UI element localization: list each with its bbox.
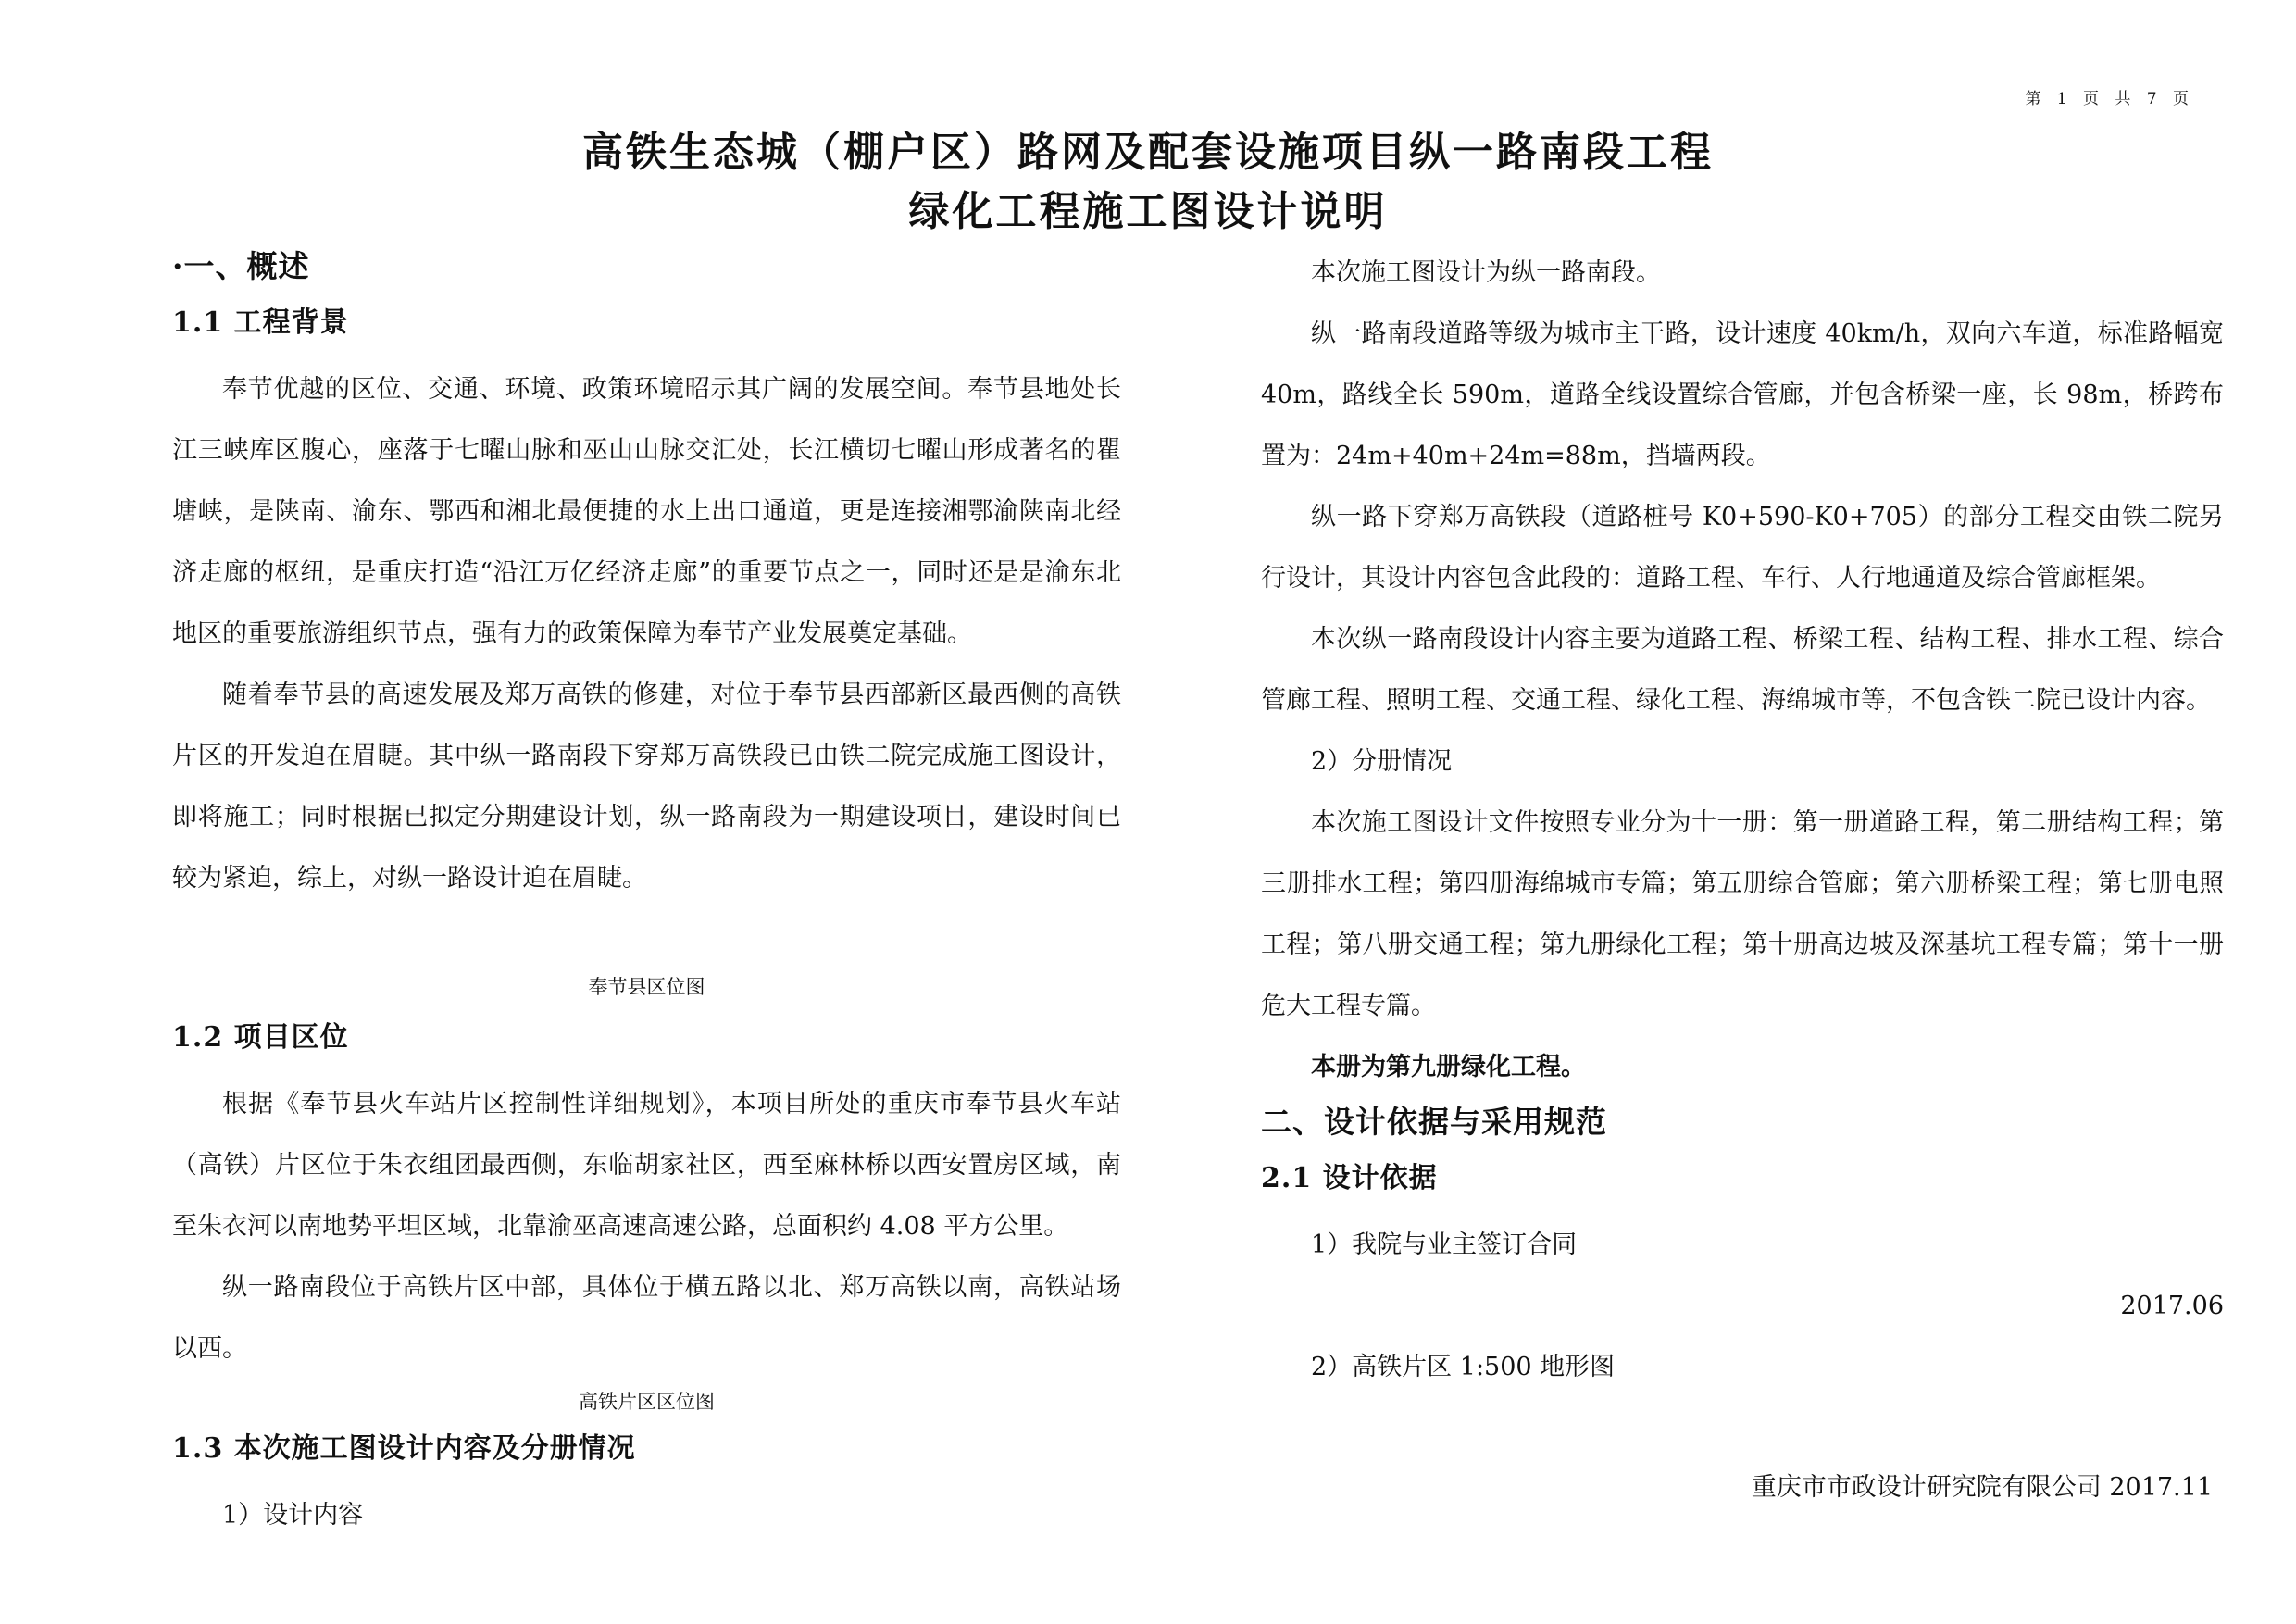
- underpass-paragraph: 纵一路下穿郑万高铁段（道路桩号 K0+590-K0+705）的部分工程交由铁二院另行设计，其设计内容包含此段的：道路工程、车行、人行地通道及综合管廊框架。: [1261, 503, 2224, 593]
- current-volume-note: 本册为第九册绿化工程。: [1311, 1053, 1586, 1081]
- background-paragraph-2: 随着奉节县的高速发展及郑万高铁的修建，对位于奉节县西部新区最西侧的高铁片区的开发迫在眉睫。其中纵一路南段下穿郑万高铁段已由铁二院完成施工图设计，即将施工；同时根据已拟定分期建设计划，纵一路南段为一期建设项目，建设时间已较为紧迫，综上，对纵一路设计迫在眉睫。: [172, 681, 1121, 893]
- figure-caption-hsr-area-location: 高铁片区区位图: [579, 1391, 715, 1413]
- basis-item-1: 1）我院与业主签订合同: [1311, 1230, 1578, 1259]
- background-paragraph-1: 奉节优越的区位、交通、环境、政策环境昭示其广阔的发展空间。奉节县地处长江三峡库区腹心，座落于七曜山脉和巫山山脉交汇处，长江横切七曜山形成著名的瞿塘峡，是陕南、渝东、鄂西和湘北最便捷的水上出口通道，更是连接湘鄂渝陕南北经济走廊的枢纽，是重庆打造“沿江万亿经济走廊”的重要节点之一，同时还是是渝东北地区的重要旅游组织节点，强有力的政策保障为奉节产业发展奠定基础。: [172, 375, 1121, 648]
- design-content-subheading: 1）设计内容: [222, 1501, 364, 1530]
- basis-item-1-date: 2017.06: [2120, 1292, 2224, 1320]
- figure-caption-fengjie-location: 奉节县区位图: [588, 976, 705, 998]
- road-grade-paragraph: 纵一路南段道路等级为城市主干路，设计速度 40km/h，双向六车道，标准路幅宽 40m，路线全长 590m，道路全线设置综合管廊，并包含桥梁一座，长 98m，桥跨布置为：24m+40m+24m=88m，挡墙两段。: [1261, 319, 2225, 470]
- basis-item-2: 2）高铁片区 1:500 地形图: [1311, 1353, 1616, 1381]
- volumes-paragraph: 本次施工图设计文件按照专业分为十一册：第一册道路工程，第二册结构工程；第三册排水工程；第四册海绵城市专篇；第五册综合管廊；第六册桥梁工程；第七册电照工程；第八册交通工程；第九册绿化工程；第十册高边坡及深基坑工程专篇；第十一册危大工程专篇。: [1261, 808, 2224, 1020]
- location-paragraph-1: 根据《奉节县火车站片区控制性详细规划》，本项目所处的重庆市奉节县火车站（高铁）片区位于朱衣组团最西侧，东临胡家社区，西至麻林桥以西安置房区域，南至朱衣河以南地势平坦区域，北靠渝巫高速高速公路，总面积约 4.08 平方公里。: [172, 1090, 1121, 1241]
- volumes-subheading: 2）分册情况: [1311, 747, 1453, 776]
- footer-company-date: 重庆市市政设计研究院有限公司 2017.11: [1751, 1473, 2213, 1502]
- section-2-1-heading: 2.1 设计依据: [1261, 1162, 1438, 1194]
- left-column: [172, 243, 1121, 1546]
- document-title-line1: 高铁生态城（棚户区）路网及配套设施项目纵一路南段工程: [582, 129, 1714, 176]
- document-title-line2: 绿化工程施工图设计说明: [908, 188, 1388, 235]
- section-1-heading: ·一、概述: [172, 248, 310, 284]
- design-content-paragraph: 本次纵一路南段设计内容主要为道路工程、桥梁工程、结构工程、排水工程、综合管廊工程、照明工程、交通工程、绿化工程、海绵城市等，不包含铁二院已设计内容。: [1261, 625, 2224, 715]
- section-1-3-heading: 1.3 本次施工图设计内容及分册情况: [172, 1432, 636, 1465]
- section-1-2-heading: 1.2 项目区位: [172, 1021, 349, 1054]
- section-1-1-heading: 1.1 工程背景: [172, 306, 349, 339]
- section-2-heading: 二、设计依据与采用规范: [1261, 1104, 1607, 1140]
- location-paragraph-2: 纵一路南段位于高铁片区中部，具体位于横五路以北、郑万高铁以南，高铁站场以西。: [172, 1273, 1121, 1363]
- design-scope-paragraph: 本次施工图设计为纵一路南段。: [1311, 258, 1661, 287]
- right-column: [1261, 243, 2224, 1398]
- page-number: 第 1 页 共 7 页: [2025, 90, 2194, 108]
